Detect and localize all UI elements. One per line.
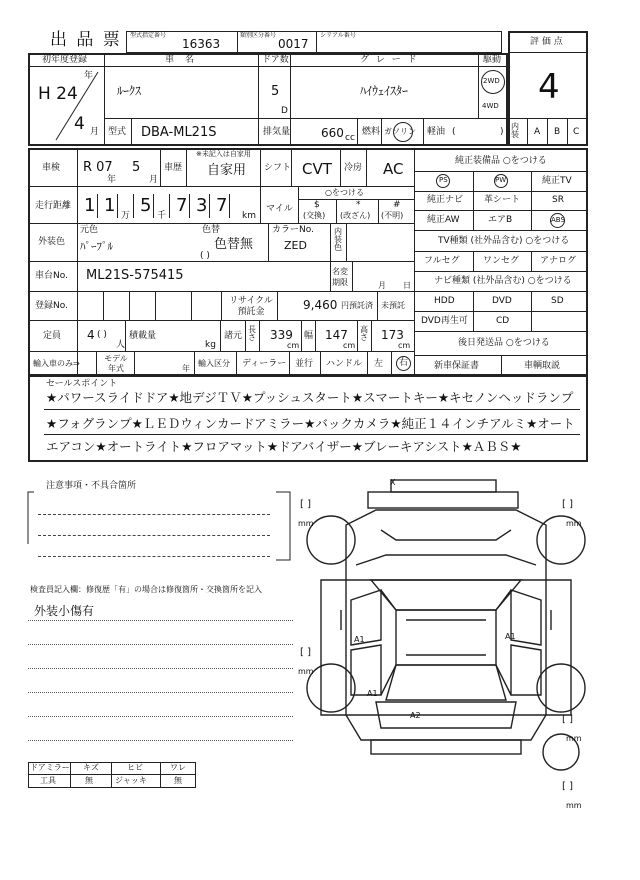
car-name: ﾙｰｸｽ	[117, 84, 142, 98]
unknown-label: (不明)	[381, 211, 404, 220]
interior-c: C	[573, 127, 580, 137]
fuel-gasoline: ガソリン	[384, 127, 416, 136]
interior-label: 内装	[511, 122, 519, 139]
notes-bracket	[26, 481, 296, 564]
drive-2wd: 2WD	[483, 77, 500, 85]
score-label: 評 価 点	[530, 37, 563, 47]
recycle-amount: 9,460	[303, 298, 338, 312]
equip-navi[interactable]: 純正ナビ	[427, 195, 464, 205]
inspection-label: 車検	[42, 163, 61, 173]
equipment-title: 純正装備品 ○をつける	[455, 156, 547, 166]
type-no-label: 型式指定番号	[130, 32, 167, 39]
mile-label: マイル	[266, 204, 293, 214]
mileage-digit-1: 1	[84, 195, 96, 216]
load-unit: kg	[205, 340, 216, 350]
handle-right: 右	[399, 358, 409, 368]
ac-label: 冷房	[344, 163, 363, 173]
registration-label: 登録No.	[35, 301, 68, 311]
inspection-month-unit: 月	[149, 175, 159, 185]
car-name-label: 車 名	[165, 55, 198, 65]
recycle-label: リサイクル預託金	[229, 296, 273, 317]
import-parallel[interactable]: 並行	[295, 359, 314, 369]
diesel-paren-close: )	[500, 127, 504, 137]
height-unit: cm	[398, 341, 411, 350]
color-paren: ( )	[200, 251, 210, 261]
original-color: ﾊﾟｰﾌﾟﾙ	[80, 240, 113, 253]
diesel-paren: (	[452, 127, 456, 137]
drive-4wd: 4WD	[482, 102, 499, 110]
navi-sd[interactable]: SD	[551, 296, 564, 306]
equip-tv[interactable]: 純正TV	[542, 176, 572, 186]
sales-line-1: ★パワースライドドア★地デジＴＶ★プッシュスタート★スマートキー★キセノンヘッドランプ	[46, 390, 574, 405]
displacement-unit: cc	[345, 133, 355, 143]
dims-label: 諸元	[224, 331, 243, 341]
history-note: ※未記入は自家用	[196, 150, 251, 158]
equip-abs: ABS	[551, 216, 565, 224]
fuel-label: 燃料	[362, 127, 381, 137]
equip-sr[interactable]: SR	[552, 195, 564, 205]
altered-symbol: *	[356, 200, 361, 210]
damage-mark-a1-right: A1	[505, 632, 516, 641]
history-label: 車歴	[164, 163, 183, 173]
color-value: 色替無	[214, 237, 254, 252]
width: 147	[325, 328, 348, 342]
doors: 5	[271, 84, 280, 99]
original-color-label: 元色	[80, 225, 99, 235]
damage-mark-a1-lower: A1	[367, 689, 378, 698]
width-label: 幅	[304, 331, 314, 341]
navi-hdd[interactable]: HDD	[434, 296, 455, 306]
capacity: 4	[87, 328, 95, 342]
name-change-label: 名変期限	[332, 267, 348, 287]
chassis-label: 車台No.	[35, 271, 68, 281]
tire-unit-fl: mm	[298, 519, 314, 528]
equip-aw[interactable]: 純正AW	[427, 215, 460, 225]
unit-km: km	[242, 211, 256, 221]
navi-dvd[interactable]: DVD	[492, 296, 512, 306]
parts-jack: ジャッキ	[115, 776, 147, 785]
shift: CVT	[302, 160, 332, 178]
parts-jack-value: 無	[174, 776, 182, 785]
damage-mark-a2: A2	[410, 711, 421, 720]
tire-bracket-fr[interactable]: [ ]	[562, 499, 573, 510]
grade: ﾊｲｳｪｲｽﾀｰ	[360, 84, 409, 98]
docs-warranty[interactable]: 新車保証書	[434, 361, 480, 371]
model-year-unit: 年	[182, 364, 190, 373]
tv-analog[interactable]: アナログ	[540, 256, 577, 266]
equip-ps: PS	[439, 176, 448, 184]
recycle-deposited: 円預託済	[341, 301, 373, 310]
model: DBA-ML21S	[141, 125, 217, 140]
capacity-unit: 人	[116, 340, 126, 350]
class-no-label: 類別区分番号	[240, 32, 277, 39]
navi-cd[interactable]: CD	[496, 316, 510, 326]
sales-line-3: エアコン★オートライト★フロアマット★ドアバイザー★ブレーキアシスト★ＡＢＳ★	[46, 439, 522, 454]
inspection-year-unit: 年	[107, 175, 117, 185]
mileage-digit-3: 5	[140, 195, 152, 216]
tire-bracket-spare[interactable]: [ ]	[562, 781, 573, 792]
tire-bracket-rr[interactable]: [ ]	[562, 714, 573, 725]
displacement: 660	[321, 126, 344, 140]
unknown-symbol: #	[393, 200, 401, 210]
sales-line-2: ★フォグランプ★ＬＥＤウィンカードアミラー★バックカメラ★純正１４インチアルミ★オート	[46, 416, 575, 431]
interior-a: A	[534, 127, 541, 137]
import-dealer[interactable]: ディーラー	[242, 359, 287, 369]
parts-tools-value: 無	[85, 776, 93, 785]
docs-manual[interactable]: 車輌取説	[524, 361, 561, 371]
mileage-digit-6: 7	[216, 195, 228, 216]
capacity-label: 定員	[43, 331, 62, 341]
handle-left[interactable]: 左	[374, 359, 384, 369]
notes-title: 注意事項・不具合箇所	[46, 481, 137, 491]
color-sub-label: 色替	[202, 225, 221, 235]
damage-mark-a1-left: A1	[354, 635, 365, 644]
parts-tools: 工具	[40, 776, 56, 785]
parts-crack: ヒビ	[127, 763, 143, 772]
class-no: 0017	[278, 37, 309, 51]
drive-label: 駆動	[483, 55, 502, 65]
color-no: ZED	[284, 239, 307, 252]
equip-leather[interactable]: 革シート	[484, 195, 521, 205]
displacement-label: 排気量	[263, 127, 291, 137]
color-no-label: カラーNo.	[272, 225, 314, 235]
chassis: ML21S-575415	[86, 268, 184, 283]
load-label: 積載量	[129, 331, 157, 341]
height-label: 高さ	[360, 325, 368, 342]
handle-label: ハンドル	[326, 359, 363, 369]
first-reg-month: 4	[74, 114, 85, 134]
type-no: 16363	[182, 37, 221, 51]
tv-title: TV種類 (社外品含む) ○をつける	[438, 236, 570, 246]
tv-fullseg[interactable]: フルセグ	[424, 256, 460, 266]
capacity-paren: ( )	[97, 330, 107, 340]
form-title: 出 品 票	[50, 30, 122, 50]
parts-mirror: ドアミラー	[30, 763, 70, 772]
color-label: 外装色	[38, 237, 66, 247]
serial-label: シリアル番号	[320, 32, 356, 39]
equip-pw: PW	[495, 176, 507, 184]
inspection-month: 5	[132, 160, 141, 175]
doors-label: ドア数	[262, 55, 289, 65]
model-label: 型式	[108, 127, 127, 137]
inspection-year: R 07	[83, 160, 113, 175]
grade-label: グ レ ー ド	[360, 55, 419, 65]
shift-label: シフト	[264, 163, 292, 173]
width-unit: cm	[343, 341, 356, 350]
length-label: 長さ	[248, 325, 256, 342]
equip-airbag[interactable]: エアB	[488, 215, 513, 225]
mileage-digit-2: 1	[104, 195, 116, 216]
parts-break: ワレ	[170, 763, 186, 772]
length: 339	[270, 328, 293, 342]
inspector-label: 検査員記入欄：修復歴「有」の場合は修復箇所・交換箇所を記入	[30, 585, 262, 594]
score-value: 4	[538, 67, 560, 107]
interior-color-label: 内装色	[334, 227, 342, 252]
docs-title: 後日発送品 ○をつける	[458, 338, 550, 348]
navi-title: ナビ種類 (社外品含む) ○をつける	[434, 276, 572, 286]
parts-scratch: キズ	[83, 763, 99, 772]
circle-note-mileage: ○をつける	[325, 188, 364, 197]
first-reg-year: H 24	[38, 84, 78, 104]
mileage-digit-5: 3	[196, 195, 208, 216]
tire-unit-rl: mm	[298, 667, 314, 676]
tire-unit-rr: mm	[566, 734, 582, 743]
history: 自家用	[207, 163, 247, 178]
unit-sen: 千	[157, 211, 167, 221]
interior-b: B	[554, 127, 561, 137]
import-label: 輸入車のみ⇒	[33, 359, 80, 368]
altered-label: (改ざん)	[340, 211, 371, 220]
ac: AC	[383, 160, 404, 178]
car-damage-diagram	[296, 470, 596, 810]
first-reg-slash	[50, 66, 104, 144]
sales-title: セールスポイント	[46, 379, 118, 389]
first-reg-year-unit: 年	[84, 71, 94, 81]
inspector-note: 外装小傷有	[34, 604, 95, 618]
exchange-symbol: $	[314, 200, 320, 210]
tv-oneseg[interactable]: ワンセグ	[483, 256, 520, 266]
diesel-label: 軽油	[427, 127, 446, 137]
tire-bracket-rl[interactable]: [ ]	[300, 647, 311, 658]
exchange-label: (交換)	[303, 211, 326, 220]
name-change-day: 日	[403, 281, 411, 290]
mileage-digit-4: 7	[176, 195, 188, 216]
length-unit: cm	[287, 341, 300, 350]
recycle-not: 未預託	[381, 301, 405, 310]
tire-unit-spare: mm	[566, 801, 582, 810]
unit-man: 万	[121, 211, 131, 221]
import-class-label: 輸入区分	[198, 359, 230, 368]
first-reg-month-unit: 月	[90, 127, 100, 137]
model-year-label: モデル年式	[104, 354, 128, 373]
navi-dvd-play[interactable]: DVD再生可	[421, 316, 468, 326]
tire-bracket-fl[interactable]: [ ]	[300, 499, 311, 510]
first-reg-label: 初年度登録	[42, 55, 88, 65]
damage-mark-x: X	[390, 478, 396, 487]
mileage-label: 走行距離	[35, 201, 72, 211]
height: 173	[381, 328, 404, 342]
door-suffix: D	[281, 106, 288, 116]
tire-unit-fr: mm	[566, 519, 582, 528]
name-change-month: 月	[378, 281, 386, 290]
